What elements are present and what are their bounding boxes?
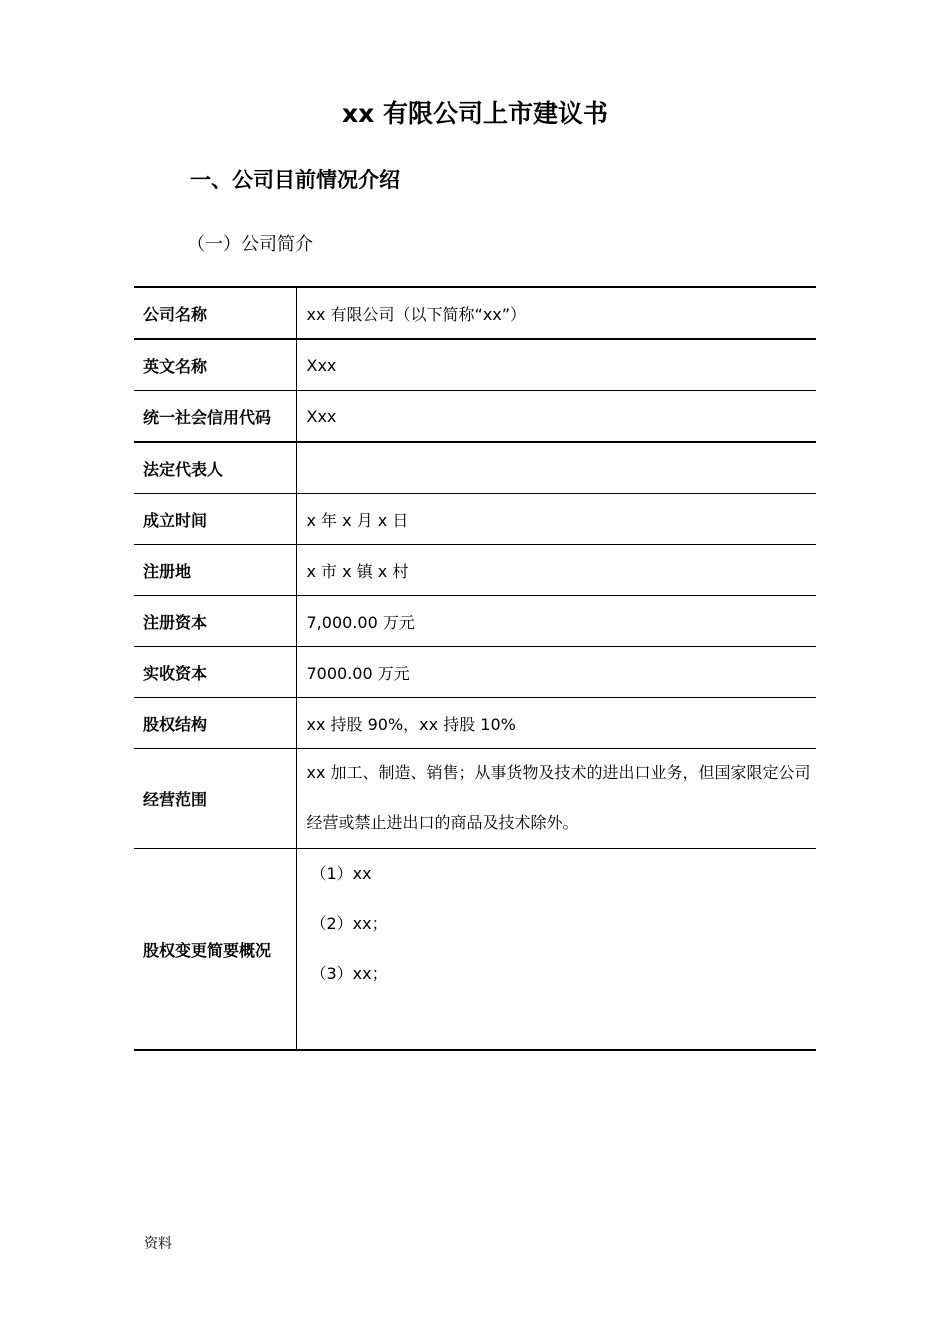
table-row bbox=[134, 287, 816, 339]
table-row bbox=[134, 698, 816, 749]
row-label: 股权结构 bbox=[134, 698, 296, 749]
row-value: xx 有限公司（以下简称“xx”） bbox=[296, 287, 816, 339]
table-row bbox=[134, 442, 816, 494]
table-row bbox=[134, 545, 816, 596]
table-row bbox=[134, 596, 816, 647]
row-label: 股权变更简要概况 bbox=[134, 849, 296, 1051]
row-value bbox=[296, 849, 816, 1051]
row-label: 经营范围 bbox=[134, 749, 296, 849]
table-row bbox=[134, 849, 816, 1051]
row-label: 注册资本 bbox=[134, 596, 296, 647]
table-row bbox=[134, 647, 816, 698]
row-label: 法定代表人 bbox=[134, 442, 296, 494]
list-item: （2）xx； bbox=[310, 914, 388, 933]
business-scope-text: xx 加工、制造、销售；从事货物及技术的进出口业务，但国家限定公司经营或禁止进出口的商品及技术除外。 bbox=[306, 763, 811, 832]
list-item: （3）xx； bbox=[310, 964, 388, 983]
company-profile-table bbox=[134, 286, 816, 1051]
row-value: Xxx bbox=[296, 339, 816, 391]
row-value: 7,000.00 万元 bbox=[296, 596, 816, 647]
row-label: 英文名称 bbox=[134, 339, 296, 391]
table-row bbox=[134, 749, 816, 849]
section-heading: 一、公司目前情况介绍 bbox=[190, 168, 400, 192]
row-value: Xxx bbox=[296, 391, 816, 443]
row-value bbox=[296, 442, 816, 494]
row-value: x 市 x 镇 x 村 bbox=[296, 545, 816, 596]
subsection-heading: （一）公司简介 bbox=[187, 234, 313, 255]
row-value: xx 持股 90%，xx 持股 10% bbox=[296, 698, 816, 749]
row-value: x 年 x 月 x 日 bbox=[296, 494, 816, 545]
row-label: 公司名称 bbox=[134, 287, 296, 339]
row-value: 7000.00 万元 bbox=[296, 647, 816, 698]
row-label: 统一社会信用代码 bbox=[134, 391, 296, 443]
row-label: 实收资本 bbox=[134, 647, 296, 698]
row-label: 成立时间 bbox=[134, 494, 296, 545]
table-row bbox=[134, 391, 816, 443]
document-title: xx 有限公司上市建议书 bbox=[342, 99, 608, 128]
table-row bbox=[134, 339, 816, 391]
table-row bbox=[134, 494, 816, 545]
row-value bbox=[296, 749, 816, 849]
row-label: 注册地 bbox=[134, 545, 296, 596]
list-item: （1）xx bbox=[310, 864, 372, 883]
footer-text: 资料 bbox=[144, 1236, 172, 1252]
